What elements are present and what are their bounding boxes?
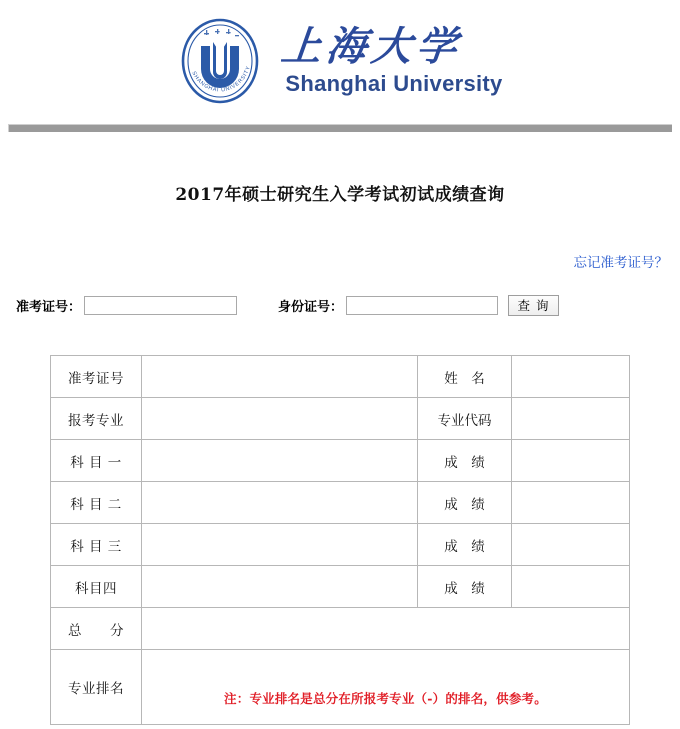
brand-text-block — [279, 23, 503, 96]
row-mid-label: 成 绩 — [418, 566, 512, 608]
forgot-ticket-number-link[interactable]: 忘记准考证号？ — [573, 255, 668, 271]
shanghai-university-seal-icon — [177, 16, 263, 106]
table-row — [51, 440, 630, 482]
row-right-value — [512, 566, 630, 608]
id-number-input[interactable] — [346, 296, 498, 315]
header-divider — [8, 124, 672, 132]
svg-text:SHANGHAI UNIVERSITY: SHANGHAI UNIVERSITY — [190, 65, 253, 94]
table-row — [51, 482, 630, 524]
score-result-table — [50, 355, 630, 725]
row-right-value — [512, 398, 630, 440]
row-right-value — [512, 524, 630, 566]
row-value — [142, 482, 418, 524]
major-rank-value-cell — [142, 650, 630, 725]
row-mid-label: 姓 名 — [418, 356, 512, 398]
row-mid-label: 成 绩 — [418, 524, 512, 566]
row-right-value — [512, 356, 630, 398]
total-score-label: 总 分 — [51, 608, 142, 650]
row-mid-label: 专业代码 — [418, 398, 512, 440]
table-row — [51, 398, 630, 440]
id-number-label: 身份证号： — [278, 299, 344, 315]
table-row — [51, 524, 630, 566]
row-value — [142, 356, 418, 398]
page-title: 2017年硕士研究生入学考试初试成绩查询 — [175, 185, 505, 205]
brand-lockup — [177, 16, 502, 106]
site-header — [0, 8, 680, 114]
major-rank-row — [51, 650, 630, 725]
table-row — [51, 566, 630, 608]
row-label: 科 目 一 — [51, 440, 142, 482]
ticket-number-input[interactable] — [84, 296, 237, 315]
row-label: 准考证号 — [51, 356, 142, 398]
row-mid-label: 成 绩 — [418, 482, 512, 524]
table-row — [51, 356, 630, 398]
row-value — [142, 566, 418, 608]
forgot-link-row — [0, 251, 668, 272]
query-submit-button[interactable]: 查 询 — [508, 295, 559, 316]
row-mid-label: 成 绩 — [418, 440, 512, 482]
brand-name-en: Shanghai University — [285, 71, 503, 96]
row-label: 科 目 三 — [51, 524, 142, 566]
row-value — [142, 398, 418, 440]
row-right-value — [512, 482, 630, 524]
row-label: 报考专业 — [51, 398, 142, 440]
query-form — [0, 294, 680, 316]
brand-name-cn: 上海大学 — [279, 23, 465, 70]
major-rank-label: 专业排名 — [51, 650, 142, 725]
total-score-row — [51, 608, 630, 650]
ticket-number-label: 准考证号： — [16, 299, 82, 315]
row-value — [142, 440, 418, 482]
row-label: 科目四 — [51, 566, 142, 608]
row-label: 科 目 二 — [51, 482, 142, 524]
row-right-value — [512, 440, 630, 482]
major-rank-note: 注：专业排名是总分在所报考专业（-）的排名，供参考。 — [224, 691, 547, 706]
total-score-value — [142, 608, 630, 650]
row-value — [142, 524, 418, 566]
